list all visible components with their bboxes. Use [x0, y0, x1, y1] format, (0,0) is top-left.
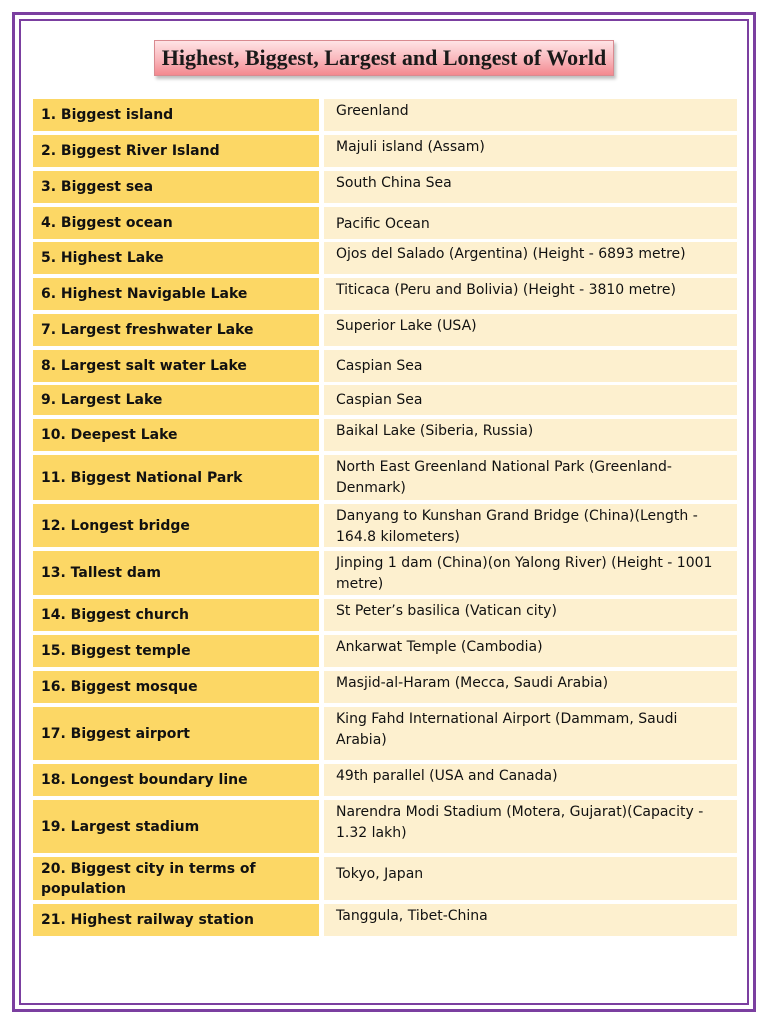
row-label: 17. Biggest airport	[33, 707, 319, 760]
row-value: King Fahd International Airport (Dammam, Saudi Arabia)	[324, 707, 737, 760]
row-label: 16. Biggest mosque	[33, 671, 319, 703]
row-label: 6. Highest Navigable Lake	[33, 278, 319, 310]
table-row	[33, 455, 737, 500]
row-label: 7. Largest freshwater Lake	[33, 314, 319, 346]
row-value: North East Greenland National Park (Greenland-Denmark)	[324, 455, 737, 500]
row-value: Tanggula, Tibet-China	[324, 904, 737, 936]
row-label: 9. Largest Lake	[33, 385, 319, 415]
row-value: Tokyo, Japan	[324, 857, 737, 900]
row-label: 8. Largest salt water Lake	[33, 350, 319, 382]
row-value: Ojos del Salado (Argentina) (Height - 6893 metre)	[324, 242, 737, 274]
table-row	[33, 504, 737, 547]
table-row	[33, 671, 737, 703]
table-row	[33, 171, 737, 203]
row-value: Greenland	[324, 99, 737, 131]
table-row	[33, 764, 737, 796]
row-label: 18. Longest boundary line	[33, 764, 319, 796]
row-value: South China Sea	[324, 171, 737, 203]
row-label: 13. Tallest dam	[33, 551, 319, 595]
table-row	[33, 278, 737, 310]
table-row	[33, 242, 737, 274]
table-row	[33, 635, 737, 667]
row-label: 15. Biggest temple	[33, 635, 319, 667]
table-row	[33, 904, 737, 936]
row-label: 3. Biggest sea	[33, 171, 319, 203]
row-value: Titicaca (Peru and Bolivia) (Height - 3810 metre)	[324, 278, 737, 310]
row-label: 1. Biggest island	[33, 99, 319, 131]
row-value: Ankarwat Temple (Cambodia)	[324, 635, 737, 667]
row-label: 2. Biggest River Island	[33, 135, 319, 167]
row-label: 11. Biggest National Park	[33, 455, 319, 500]
row-label: 10. Deepest Lake	[33, 419, 319, 451]
row-label: 12. Longest bridge	[33, 504, 319, 547]
row-label: 14. Biggest church	[33, 599, 319, 631]
row-value: Pacific Ocean	[324, 207, 737, 239]
row-value: Narendra Modi Stadium (Motera, Gujarat)(Capacity - 1.32 lakh)	[324, 800, 737, 853]
row-label: 5. Highest Lake	[33, 242, 319, 274]
row-value: Superior Lake (USA)	[324, 314, 737, 346]
table-row	[33, 350, 737, 382]
table-row	[33, 419, 737, 451]
row-value: Caspian Sea	[324, 385, 737, 415]
table-row	[33, 707, 737, 760]
row-value: Masjid-al-Haram (Mecca, Saudi Arabia)	[324, 671, 737, 703]
table-row	[33, 207, 737, 239]
page-title: Highest, Biggest, Largest and Longest of World	[154, 40, 615, 76]
row-label: 21. Highest railway station	[33, 904, 319, 936]
table-row	[33, 314, 737, 346]
table-row	[33, 99, 737, 131]
row-value: Jinping 1 dam (China)(on Yalong River) (Height - 1001 metre)	[324, 551, 737, 595]
table-row	[33, 599, 737, 631]
table-row	[33, 551, 737, 595]
row-value: Majuli island (Assam)	[324, 135, 737, 167]
title-container	[0, 40, 768, 76]
row-label: 20. Biggest city in terms of population	[33, 857, 319, 900]
table-row	[33, 857, 737, 900]
table-row	[33, 135, 737, 167]
row-value: 49th parallel (USA and Canada)	[324, 764, 737, 796]
row-label: 4. Biggest ocean	[33, 207, 319, 239]
row-value: Caspian Sea	[324, 350, 737, 382]
table-row	[33, 385, 737, 415]
row-value: Danyang to Kunshan Grand Bridge (China)(Length - 164.8 kilometers)	[324, 504, 737, 547]
table-row	[33, 800, 737, 853]
row-label: 19. Largest stadium	[33, 800, 319, 853]
row-value: St Peter’s basilica (Vatican city)	[324, 599, 737, 631]
row-value: Baikal Lake (Siberia, Russia)	[324, 419, 737, 451]
